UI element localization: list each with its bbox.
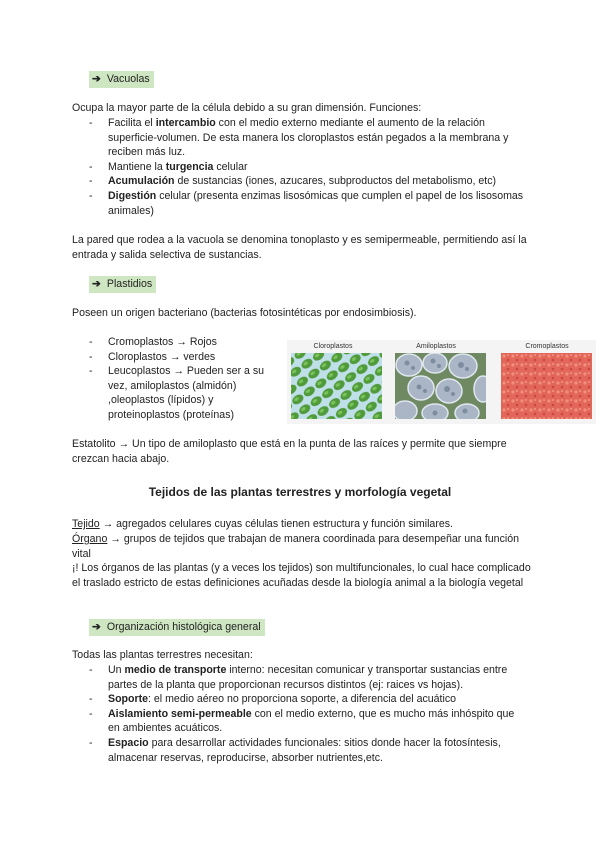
item-keyword: Acumulación xyxy=(108,175,175,188)
list-item xyxy=(89,160,529,175)
section-heading-plastidios xyxy=(89,276,156,293)
list-item xyxy=(89,707,529,736)
list-item xyxy=(89,692,529,707)
organo-definition xyxy=(72,532,534,561)
item-text: con el medio externo mediante el aumento de la relación superficie-volumen. De esta manera los cloroplastos están pegados a la membrana y reciben más luz. xyxy=(108,117,509,159)
vacuolas-functions-list xyxy=(89,116,529,218)
tejido-definition xyxy=(72,517,534,532)
item-text: interno: necesitan comunicar y transportar sustancias entre partes de la planta que proporcionan recursos distintos (ej: raices vs hojas). xyxy=(108,664,508,691)
tonoplasto-paragraph: La pared que rodea a la vacuola se denomina tonoplasto y es semipermeable, permitiendo así la entrada y salida selectiva de sustancias. xyxy=(72,234,527,261)
term-organo: Órgano xyxy=(72,533,108,545)
caption-amiloplastos: Amiloplastos xyxy=(416,343,456,350)
item-text: con el medio externo, que es mucho más inhóspito que en ambientes acuáticos. xyxy=(108,707,515,735)
section-label: Vacuolas xyxy=(106,73,150,85)
list-item: - Leucoplastos → Pueden ser a su vez, amiloplastos (almidón) ,oleoplastos (lípidos) y proteinoplastos (proteínas) xyxy=(89,364,274,422)
item-keyword: turgencia xyxy=(165,160,214,173)
section-label: Plastidios xyxy=(106,278,153,290)
list-item xyxy=(89,663,529,692)
item-text: Facilita el xyxy=(108,117,156,129)
item-text: celular xyxy=(213,160,248,173)
plastidios-types-list xyxy=(89,335,274,423)
organizacion-intro: Todas las plantas terrestres necesitan: xyxy=(72,649,253,661)
list-item: - Cloroplastos → verdes xyxy=(89,350,274,365)
item-keyword: Digestión xyxy=(108,189,157,202)
chloroplast-micrograph xyxy=(291,353,382,419)
plastidios-intro: Poseen un origen bacteriano (bacterias fotosintéticas por endosimbiosis). xyxy=(72,307,417,319)
section-heading-organizacion xyxy=(89,619,265,636)
organizacion-needs-list xyxy=(89,663,529,765)
item-text: Un xyxy=(108,664,125,676)
item-keyword: Espacio xyxy=(108,736,149,749)
item-keyword: medio de transporte xyxy=(124,664,227,676)
list-item: - Cromoplastos → Rojos xyxy=(89,335,274,350)
list-item xyxy=(89,174,529,189)
item-text: para desarrollar actividades funcionales: sitios donde hacer la fotosíntesis, almacenar reservas, reproducirse, absorber nutrientes,etc. xyxy=(108,736,501,764)
page-title: Tejidos de las plantas terrestres y morfología vegetal xyxy=(148,485,452,499)
arrow-icon: ➔ xyxy=(92,278,101,290)
vacuolas-intro: Ocupa la mayor parte de la célula debido a su gran dimensión. Funciones: xyxy=(72,102,422,114)
estatolito-paragraph: Estatolito → Un tipo de amiloplasto que está en la punta de las raíces y permite que siempre crezcan hacia abajo. xyxy=(72,438,507,465)
caption-cromoplastos: Cromoplastos xyxy=(525,343,569,350)
multifunctional-note: ¡! Los órganos de las plantas (y a veces los tejidos) son multifuncionales, lo cual hace complicado el traslado estricto de estas definiciones acuñadas desde la biología animal a la biología vegetal xyxy=(72,562,531,589)
chromoplast-micrograph xyxy=(501,353,592,419)
term-tejido: Tejido xyxy=(72,518,100,530)
list-item xyxy=(89,189,529,218)
definition-text: → grupos de tejidos que trabajan de manera coordinada para desempeñar una función vital xyxy=(72,533,520,560)
item-text: Mantiene la xyxy=(108,160,166,173)
list-item xyxy=(89,736,529,765)
item-keyword: intercambio xyxy=(155,117,216,129)
arrow-icon: ➔ xyxy=(92,73,101,85)
plastids-figure xyxy=(287,340,596,424)
item-keyword: Soporte xyxy=(108,693,149,706)
definition-text: → agregados celulares cuyas células tienen estructura y función similares. xyxy=(99,518,453,530)
arrow-icon: ➔ xyxy=(92,621,101,633)
item-text: de sustancias (iones, azucares, subproductos del metabolismo, etc) xyxy=(174,175,497,188)
amyloplast-micrograph xyxy=(395,353,486,419)
section-label: Organización histológica general xyxy=(106,621,261,633)
item-text: : el medio aéreo no proporciona soporte, a diferencia del acuático xyxy=(148,693,457,706)
item-keyword: Aislamiento semi-permeable xyxy=(108,707,252,720)
caption-cloroplastos: Cloroplastos xyxy=(313,343,353,350)
section-heading-vacuolas xyxy=(89,71,154,88)
item-text: celular (presenta enzimas lisosómicas que cumplen el papel de los lisosomas animales) xyxy=(108,189,524,217)
list-item xyxy=(89,116,529,160)
